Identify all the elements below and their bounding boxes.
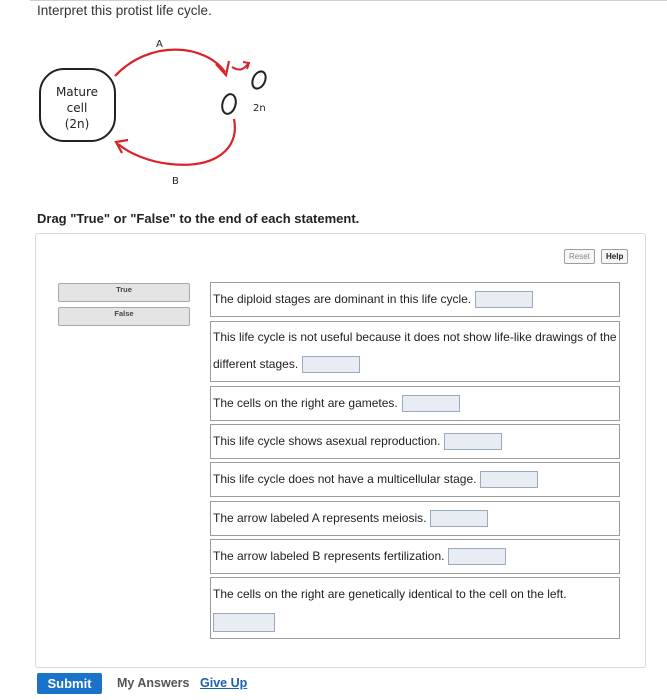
mature-cell-label-line2: cell [66,101,88,115]
statement-box [210,424,620,459]
statement-text: This life cycle shows asexual reproduction. [213,434,441,448]
statement-box [210,462,620,497]
answer-drop-target[interactable] [430,510,488,527]
help-button[interactable]: Help [601,249,628,264]
question-text: Interpret this protist life cycle. [37,3,212,18]
answer-drop-target[interactable] [402,395,460,412]
statement-text: The arrow labeled A represents meiosis. [213,511,427,525]
answer-drop-target[interactable] [480,471,538,488]
token-true[interactable]: True [58,283,190,302]
statement-box [210,577,620,639]
arrow-a-label: A [156,39,163,50]
gamete-cell-lower [220,93,238,116]
my-answers-label: My Answers [117,676,190,690]
statement-text: The diploid stages are dominant in this life cycle. [213,292,472,306]
answer-drop-target[interactable] [475,291,533,308]
answer-drop-target[interactable] [302,356,360,373]
answer-drop-target[interactable] [448,548,506,565]
statement-text: This life cycle does not have a multicellular stage. [213,472,477,486]
submit-button[interactable]: Submit [37,673,102,694]
token-false[interactable]: False [58,307,190,326]
answer-drop-target[interactable] [444,433,502,450]
arrow-b-label: B [172,176,179,187]
top-divider [30,0,667,1]
instruction-text: Drag "True" or "False" to the end of each statement. [37,211,360,226]
reset-button[interactable]: Reset [564,249,595,264]
statement-box [210,386,620,421]
arrow-b [118,119,235,165]
arrow-a-branch [232,64,248,70]
statement-text: The cells on the right are genetically identical to the cell on the left. [213,587,567,601]
drag-drop-panel [35,233,646,668]
statement-text: The arrow labeled B represents fertilization. [213,549,445,563]
arrow-a [115,50,225,76]
statement-box [210,321,620,382]
statement-text: The cells on the right are gametes. [213,396,398,410]
gamete-cell-upper [250,69,268,90]
mature-cell-label-line3: (2n) [64,117,90,131]
statement-text: This life cycle is not useful because it does not show life-like drawings of the different stages. [213,330,617,371]
mature-cell-label-line1: Mature [55,85,99,99]
answer-drop-target[interactable] [213,613,275,632]
statement-box [210,282,620,317]
give-up-link[interactable]: Give Up [200,676,248,690]
ploidy-label: 2n [253,103,266,114]
statement-box [210,501,620,536]
statement-box [210,539,620,574]
life-cycle-diagram [30,34,290,194]
